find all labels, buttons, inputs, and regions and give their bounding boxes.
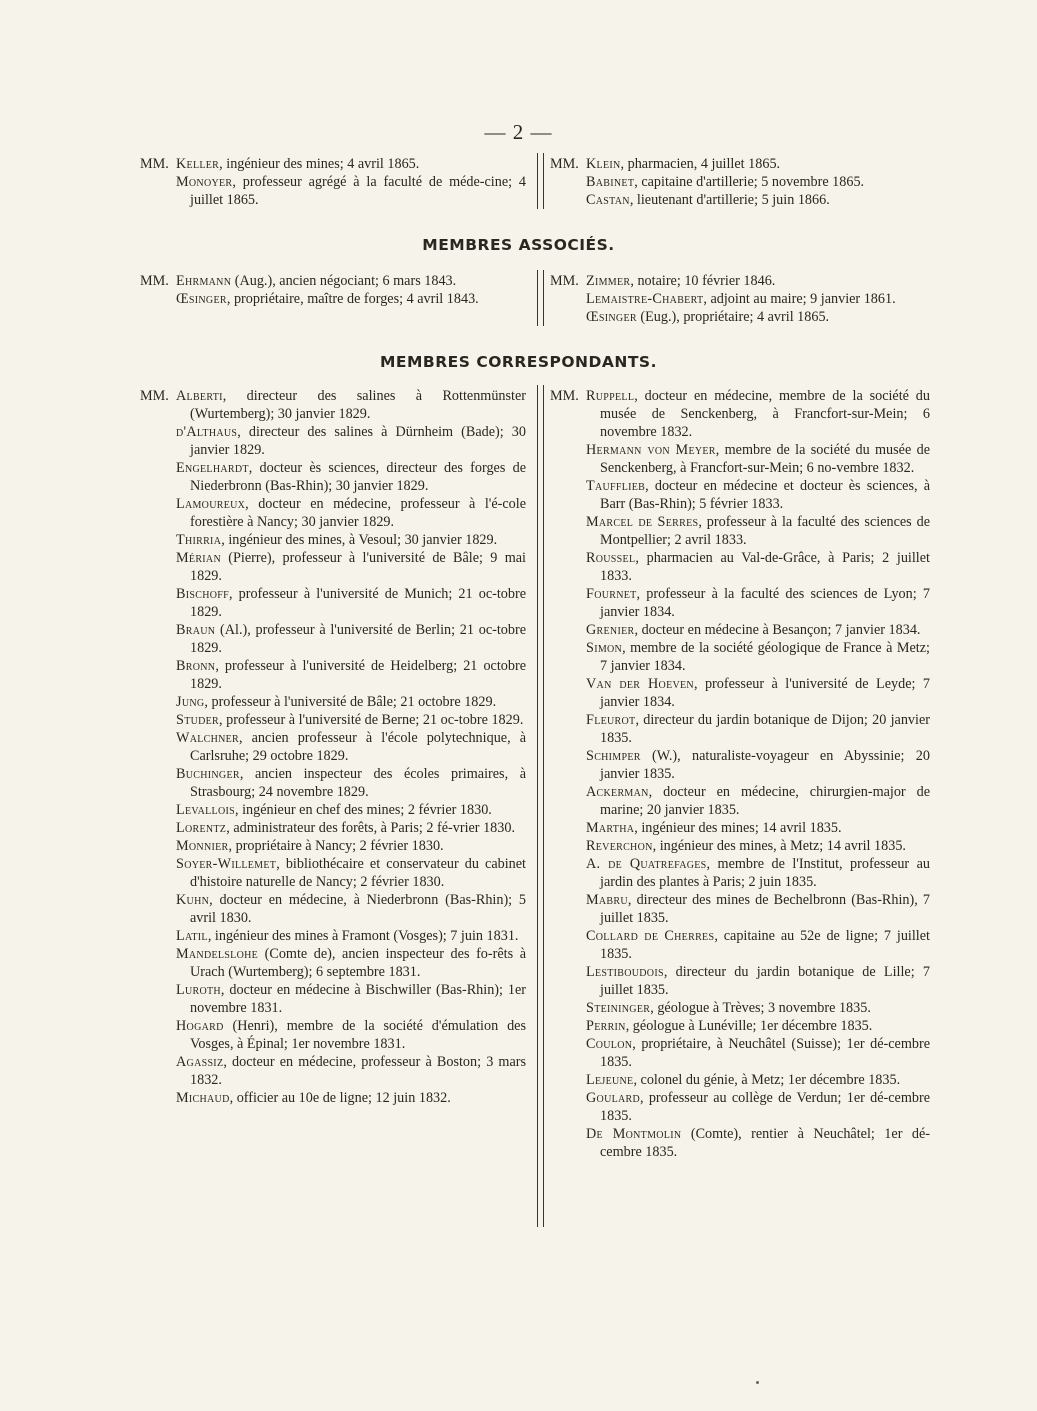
member-details: , docteur ès sciences, directeur des forges de Niederbronn (Bas-Rhin); 30 janvier 1829. <box>190 460 526 494</box>
member-entry <box>176 837 526 855</box>
member-details: (Comte), rentier à Neuchâtel; 1er dé-cembre 1835. <box>600 1126 930 1160</box>
correspondants-block <box>140 387 930 1161</box>
member-name: Marcel de Serres <box>586 514 699 530</box>
member-details: , propriétaire, maître de forges; 4 avril 1843. <box>226 291 479 307</box>
member-entry <box>586 837 930 855</box>
member-entry <box>176 801 526 819</box>
member-name: Walchner <box>176 730 240 746</box>
member-entry <box>586 675 930 711</box>
member-name: Collard de Cherres <box>586 928 715 944</box>
member-entry <box>176 855 526 891</box>
member-entry <box>586 441 930 477</box>
member-details: , membre de l'Institut, professeur au jardin des plantes à Paris; 2 juin 1835. <box>600 856 930 890</box>
member-details: (Al.), professeur à l'université de Berlin; 21 oc-tobre 1829. <box>190 622 526 656</box>
member-details: , pharmacien, 4 juillet 1865. <box>620 156 781 172</box>
member-entry <box>586 272 930 290</box>
member-name: Castan <box>586 192 630 208</box>
member-name: De Montmolin <box>586 1126 682 1142</box>
member-details: , ancien professeur à l'école polytechnique, à Carlsruhe; 29 octobre 1829. <box>190 730 526 764</box>
member-name: Roussel <box>586 550 636 566</box>
member-name: Lamoureux <box>176 496 246 512</box>
member-details: , professeur à l'université de Bâle; 21 octobre 1829. <box>204 694 497 710</box>
member-entry <box>586 621 930 639</box>
member-name: Keller <box>176 156 220 172</box>
member-entry <box>586 711 930 747</box>
member-details: , lieutenant d'artillerie; 5 juin 1866. <box>629 192 830 208</box>
member-details: , capitaine au 52e de ligne; 7 juillet 1835. <box>600 928 930 962</box>
member-details: , colonel du génie, à Metz; 1er décembre 1835. <box>633 1072 901 1088</box>
member-entry <box>586 173 930 191</box>
member-entry <box>176 981 526 1017</box>
member-entry <box>586 1071 930 1089</box>
member-details: (W.), naturaliste-voyageur en Abyssinie; 20 janvier 1835. <box>600 748 930 782</box>
member-name: Mérian <box>176 550 221 566</box>
member-name: Fournet <box>586 586 637 602</box>
member-name: Soyer-Willemet <box>176 856 277 872</box>
member-name: Monnier <box>176 838 229 854</box>
member-details: , professeur à la faculté des sciences de Montpellier; 2 avril 1833. <box>600 514 930 548</box>
member-details: , professeur à l'université de Heidelberg; 21 octobre 1829. <box>190 658 526 692</box>
member-details: (Pierre), professeur à l'université de Bâle; 9 mai 1829. <box>190 550 526 584</box>
member-name: Grenier <box>586 622 635 638</box>
member-name: Œsinger <box>176 291 227 307</box>
member-entry <box>586 783 930 819</box>
member-name: Van der Hoeven <box>586 676 694 692</box>
member-name: Jung <box>176 694 205 710</box>
member-details: , docteur en médecine, chirurgien-major de marine; 20 janvier 1835. <box>600 784 930 818</box>
member-details: (Aug.), ancien négociant; 6 mars 1843. <box>231 273 457 289</box>
member-details: , géologue à Lunéville; 1er décembre 1835. <box>625 1018 873 1034</box>
member-name: Mandelslohe <box>176 946 259 962</box>
top-right-column <box>550 155 930 209</box>
member-entry <box>586 585 930 621</box>
member-name: Buchinger <box>176 766 240 782</box>
member-name: Hogard <box>176 1018 224 1034</box>
member-entry <box>176 290 526 308</box>
member-details: , docteur en médecine à Bischwiller (Bas-Rhin); 1er novembre 1831. <box>190 982 526 1016</box>
member-details: , docteur en médecine, professeur à Boston; 3 mars 1832. <box>190 1054 526 1088</box>
member-entry <box>176 819 526 837</box>
member-details: , capitaine d'artillerie; 5 novembre 1865. <box>634 174 865 190</box>
member-details: , membre de la société géologique de France à Metz; 7 janvier 1834. <box>600 640 930 674</box>
member-details: , docteur en médecine et docteur ès sciences, à Barr (Bas-Rhin); 5 février 1833. <box>600 478 930 512</box>
member-entry <box>586 891 930 927</box>
mm-label: MM. <box>550 388 579 404</box>
mm-label: MM. <box>550 156 579 172</box>
top-right-list <box>550 155 930 209</box>
member-entry <box>176 495 526 531</box>
member-entry <box>176 549 526 585</box>
member-entry <box>176 585 526 621</box>
member-entry <box>176 272 526 290</box>
member-name: Zimmer <box>586 273 631 289</box>
member-details: , ingénieur des mines, à Metz; 14 avril 1835. <box>652 838 906 854</box>
mm-label: MM. <box>140 388 169 404</box>
member-details: , administrateur des forêts, à Paris; 2 fé-vrier 1830. <box>226 820 516 836</box>
member-name: Agassiz <box>176 1054 224 1070</box>
member-entry <box>586 513 930 549</box>
member-details: , géologue à Trèves; 3 novembre 1835. <box>650 1000 871 1016</box>
associes-block <box>140 272 930 326</box>
top-left-list <box>140 155 526 209</box>
print-speck <box>756 1381 759 1384</box>
member-details: , notaire; 10 février 1846. <box>630 273 776 289</box>
member-name: Simon <box>586 640 623 656</box>
page-number: — 2 — <box>484 120 553 144</box>
member-entry <box>586 855 930 891</box>
member-name: Ruppell <box>586 388 635 404</box>
member-entry <box>586 927 930 963</box>
member-name: Œsinger <box>586 309 637 325</box>
member-name: Hermann von Meyer <box>586 442 716 458</box>
member-entry <box>176 927 526 945</box>
member-entry <box>586 549 930 585</box>
member-name: Bischoff <box>176 586 229 602</box>
member-entry <box>176 657 526 693</box>
associes-left-list <box>140 272 526 308</box>
member-details: , directeur des salines à Dürnheim (Bade); 30 janvier 1829. <box>190 424 526 458</box>
member-entry <box>586 963 930 999</box>
member-name: Lorentz <box>176 820 227 836</box>
member-name: Luroth <box>176 982 221 998</box>
column-divider <box>537 270 544 326</box>
member-details: (Eug.), propriétaire; 4 avril 1865. <box>636 309 830 325</box>
member-details: , professeur à l'université de Leyde; 7 janvier 1834. <box>600 676 930 710</box>
member-name: Michaud <box>176 1090 230 1106</box>
member-details: , directeur des salines à Rottenmünster (Wurtemberg); 30 janvier 1829. <box>190 388 526 422</box>
member-name: Mabru <box>586 892 628 908</box>
member-entry <box>176 711 526 729</box>
member-entry <box>586 1017 930 1035</box>
member-name: Goulard <box>586 1090 641 1106</box>
associes-left-column <box>140 272 526 326</box>
member-name: Lejeune <box>586 1072 634 1088</box>
member-entry <box>176 1053 526 1089</box>
member-entry <box>176 765 526 801</box>
member-name: Lemaistre-Chabert <box>586 291 704 307</box>
member-entry <box>586 639 930 675</box>
member-details: , bibliothécaire et conservateur du cabinet d'histoire naturelle de Nancy; 2 février 1830. <box>190 856 526 890</box>
member-entry <box>586 191 930 209</box>
member-details: , pharmacien au Val-de-Grâce, à Paris; 2 juillet 1833. <box>600 550 930 584</box>
member-details: , professeur à l'université de Berne; 21 oc-tobre 1829. <box>219 712 524 728</box>
member-details: , professeur agrégé à la faculté de méde-cine; 4 juillet 1865. <box>190 174 526 208</box>
member-name: Steininger <box>586 1000 651 1016</box>
member-entry <box>586 819 930 837</box>
member-details: , ingénieur des mines; 14 avril 1835. <box>634 820 842 836</box>
member-details: , directeur du jardin botanique de Dijon; 20 janvier 1835. <box>600 712 930 746</box>
member-entry <box>176 173 526 209</box>
member-name: A. de Quatrefages <box>586 856 707 872</box>
member-entry <box>586 290 930 308</box>
member-entry <box>176 891 526 927</box>
member-details: , propriétaire à Nancy; 2 février 1830. <box>228 838 444 854</box>
member-name: Lestiboudois <box>586 964 664 980</box>
member-entry <box>586 155 930 173</box>
member-entry <box>176 459 526 495</box>
member-details: , adjoint au maire; 9 janvier 1861. <box>703 291 896 307</box>
member-details: , ingénieur des mines; 4 avril 1865. <box>219 156 420 172</box>
mm-label: MM. <box>140 156 169 172</box>
member-name: Fleurot <box>586 712 636 728</box>
member-details: , professeur à l'université de Munich; 21 oc-tobre 1829. <box>190 586 526 620</box>
member-name: Reverchon <box>586 838 653 854</box>
member-name: Levallois <box>176 802 235 818</box>
member-entry <box>176 621 526 657</box>
member-name: Kuhn <box>176 892 210 908</box>
member-entry <box>586 1089 930 1125</box>
member-entry <box>176 531 526 549</box>
member-entry <box>176 155 526 173</box>
member-details: , propriétaire, à Neuchâtel (Suisse); 1er dé-cembre 1835. <box>600 1036 930 1070</box>
member-entry <box>586 1125 930 1161</box>
member-entry <box>586 747 930 783</box>
member-details: (Comte de), ancien inspecteur des fo-rêts à Urach (Wurtemberg); 6 septembre 1831. <box>190 946 526 980</box>
member-name: Coulon <box>586 1036 633 1052</box>
member-details: , docteur en médecine, professeur à l'é-cole forestière à Nancy; 30 janvier 1829. <box>190 496 526 530</box>
member-entry <box>586 308 930 326</box>
mm-label: MM. <box>550 273 579 289</box>
top-left-column <box>140 155 526 209</box>
member-details: , professeur à la faculté des sciences de Lyon; 7 janvier 1834. <box>600 586 930 620</box>
member-entry <box>176 693 526 711</box>
mm-label: MM. <box>140 273 169 289</box>
member-details: , ingénieur des mines à Framont (Vosges); 7 juin 1831. <box>207 928 519 944</box>
member-name: Engelhardt <box>176 460 249 476</box>
member-name: Latil <box>176 928 208 944</box>
member-name: Tauffliеb <box>586 478 646 494</box>
member-name: Alberti <box>176 388 223 404</box>
member-entry <box>176 387 526 423</box>
member-entry <box>586 477 930 513</box>
member-name: Schimper <box>586 748 641 764</box>
member-details: , directeur des mines de Bechelbronn (Bas-Rhin), 7 juillet 1835. <box>600 892 930 926</box>
associes-right-list <box>550 272 930 326</box>
member-details: , directeur du jardin botanique de Lille; 7 juillet 1835. <box>600 964 930 998</box>
member-details: , professeur au collège de Verdun; 1er dé-cembre 1835. <box>600 1090 930 1124</box>
member-entry <box>176 729 526 765</box>
member-name: Perrin <box>586 1018 626 1034</box>
member-name: Ackerman <box>586 784 649 800</box>
member-entry <box>586 387 930 441</box>
member-details: , membre de la société du musée de Senckenberg, à Francfort-sur-Mein; 6 no-vembre 1832. <box>600 442 930 476</box>
member-name: Bronn <box>176 658 216 674</box>
member-entry <box>586 1035 930 1071</box>
correspondants-right-column <box>550 387 930 1161</box>
column-divider <box>537 153 544 209</box>
member-details: , docteur en médecine, à Niederbronn (Bas-Rhin); 5 avril 1830. <box>190 892 526 926</box>
top-members-block <box>140 155 930 209</box>
member-name: Braun <box>176 622 216 638</box>
member-entry <box>586 999 930 1017</box>
associes-right-column <box>550 272 930 326</box>
section-title-associes: MEMBRES ASSOCIÉS. <box>422 236 615 254</box>
member-name: Ehrmann <box>176 273 232 289</box>
member-details: , officier au 10e de ligne; 12 juin 1832. <box>229 1090 451 1106</box>
member-entry <box>176 1017 526 1053</box>
column-divider <box>537 385 544 1227</box>
member-entry <box>176 423 526 459</box>
member-name: Babinet <box>586 174 635 190</box>
member-name: d'Althaus <box>176 424 238 440</box>
member-name: Martha <box>586 820 635 836</box>
member-entry <box>176 945 526 981</box>
correspondants-left-column <box>140 387 526 1161</box>
member-name: Klein <box>586 156 621 172</box>
member-name: Monoyer <box>176 174 233 190</box>
correspondants-left-list <box>140 387 526 1107</box>
member-details: , docteur en médecine, membre de la société du musée de Senckenberg, à Francfort-sur-Mein; 6 novembre 1832. <box>600 388 930 440</box>
member-details: , docteur en médecine à Besançon; 7 janvier 1834. <box>634 622 921 638</box>
member-name: Thirria <box>176 532 222 548</box>
member-name: Studer <box>176 712 220 728</box>
correspondants-right-list <box>550 387 930 1161</box>
section-title-correspondants: MEMBRES CORRESPONDANTS. <box>380 353 657 371</box>
member-details: , ancien inspecteur des écoles primaires, à Strasbourg; 24 novembre 1829. <box>190 766 526 800</box>
member-entry <box>176 1089 526 1107</box>
member-details: , ingénieur des mines, à Vesoul; 30 janvier 1829. <box>221 532 498 548</box>
member-details: (Henri), membre de la société d'émulation des Vosges, à Épinal; 1er novembre 1831. <box>190 1018 526 1052</box>
member-details: , ingénieur en chef des mines; 2 février 1830. <box>234 802 492 818</box>
